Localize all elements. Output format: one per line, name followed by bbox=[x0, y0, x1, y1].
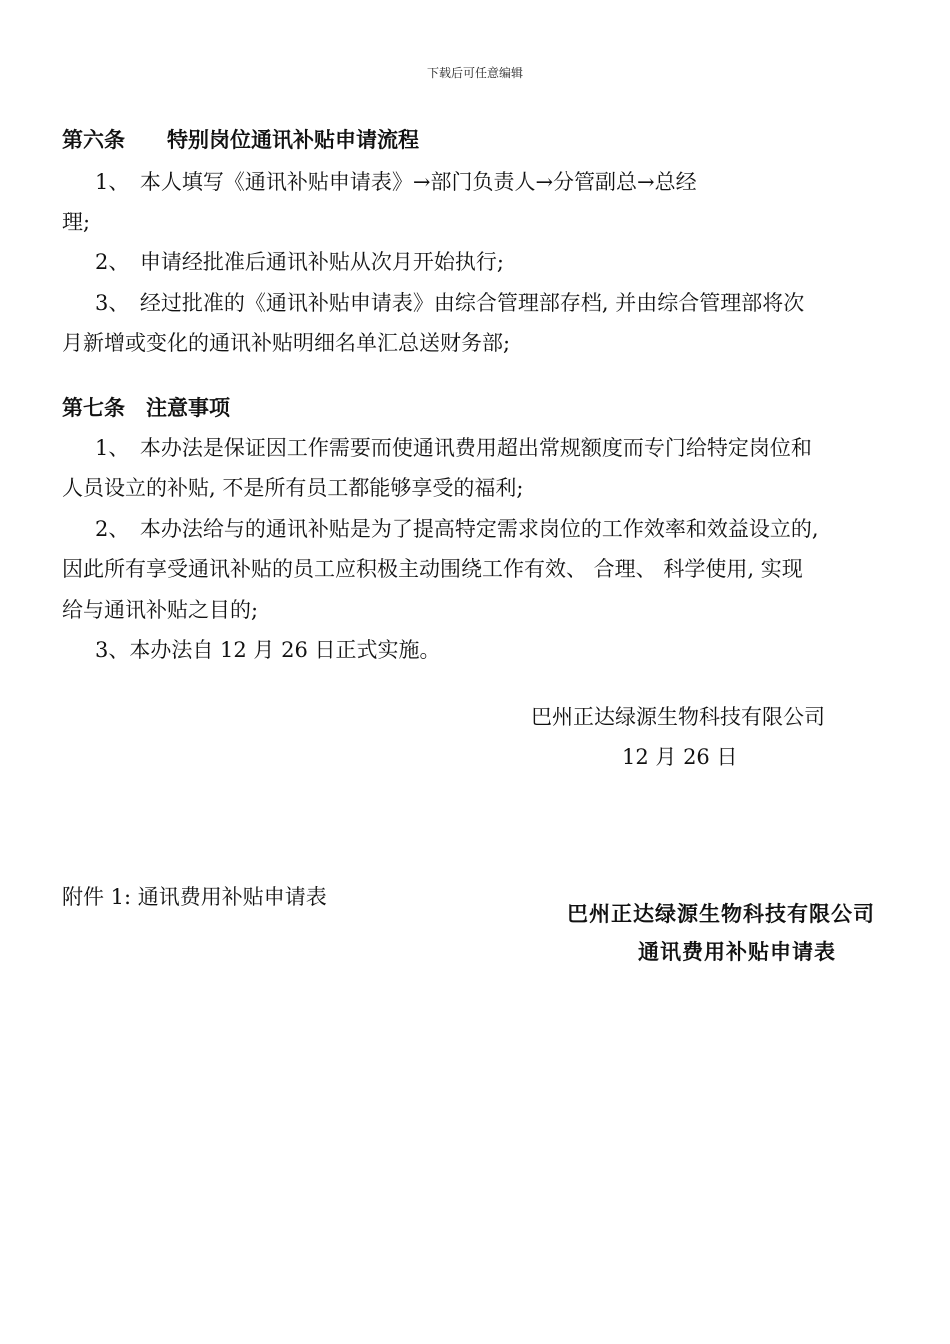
article-7-item-2-line-3: 给与通讯补贴之目的; bbox=[62, 598, 259, 622]
article-6-item-2: 2、 申请经批准后通讯补贴从次月开始执行; bbox=[95, 250, 504, 274]
article-7-item-3: 3、本办法自 12 月 26 日正式实施。 bbox=[95, 638, 441, 662]
page-header-note: 下载后可任意编辑 bbox=[426, 66, 523, 80]
article-6-item-3-line-2: 月新增或变化的通讯补贴明细名单汇总送财务部; bbox=[62, 331, 511, 355]
article-7-item-2-line-1: 2、 本办法给与的通讯补贴是为了提高特定需求岗位的工作效率和效益设立的, bbox=[95, 517, 819, 541]
signature-date: 12 月 26 日 bbox=[622, 745, 738, 769]
article-6-item-1-line-2: 理; bbox=[62, 210, 91, 234]
signature-company: 巴州正达绿源生物科技有限公司 bbox=[531, 705, 825, 729]
attachment-form-title: 通讯费用补贴申请表 bbox=[638, 940, 836, 964]
article-7-heading: 第七条 注意事项 bbox=[62, 396, 230, 420]
article-6-heading: 第六条 特别岗位通讯补贴申请流程 bbox=[62, 128, 419, 152]
article-7-item-1-line-2: 人员设立的补贴, 不是所有员工都能够享受的福利; bbox=[62, 476, 524, 500]
article-6-item-3-line-1: 3、 经过批准的《通讯补贴申请表》由综合管理部存档, 并由综合管理部将次 bbox=[95, 291, 805, 315]
attachment-label: 附件 1: 通讯费用补贴申请表 bbox=[62, 885, 327, 909]
article-7-item-1-line-1: 1、 本办法是保证因工作需要而使通讯费用超出常规额度而专门给特定岗位和 bbox=[95, 436, 812, 460]
article-6-item-1-line-1: 1、 本人填写《通讯补贴申请表》→部门负责人→分管副总→总经 bbox=[95, 170, 697, 194]
article-7-item-2-line-2: 因此所有享受通讯补贴的员工应积极主动围绕工作有效、 合理、 科学使用, 实现 bbox=[62, 557, 803, 581]
attachment-company: 巴州正达绿源生物科技有限公司 bbox=[567, 902, 875, 926]
